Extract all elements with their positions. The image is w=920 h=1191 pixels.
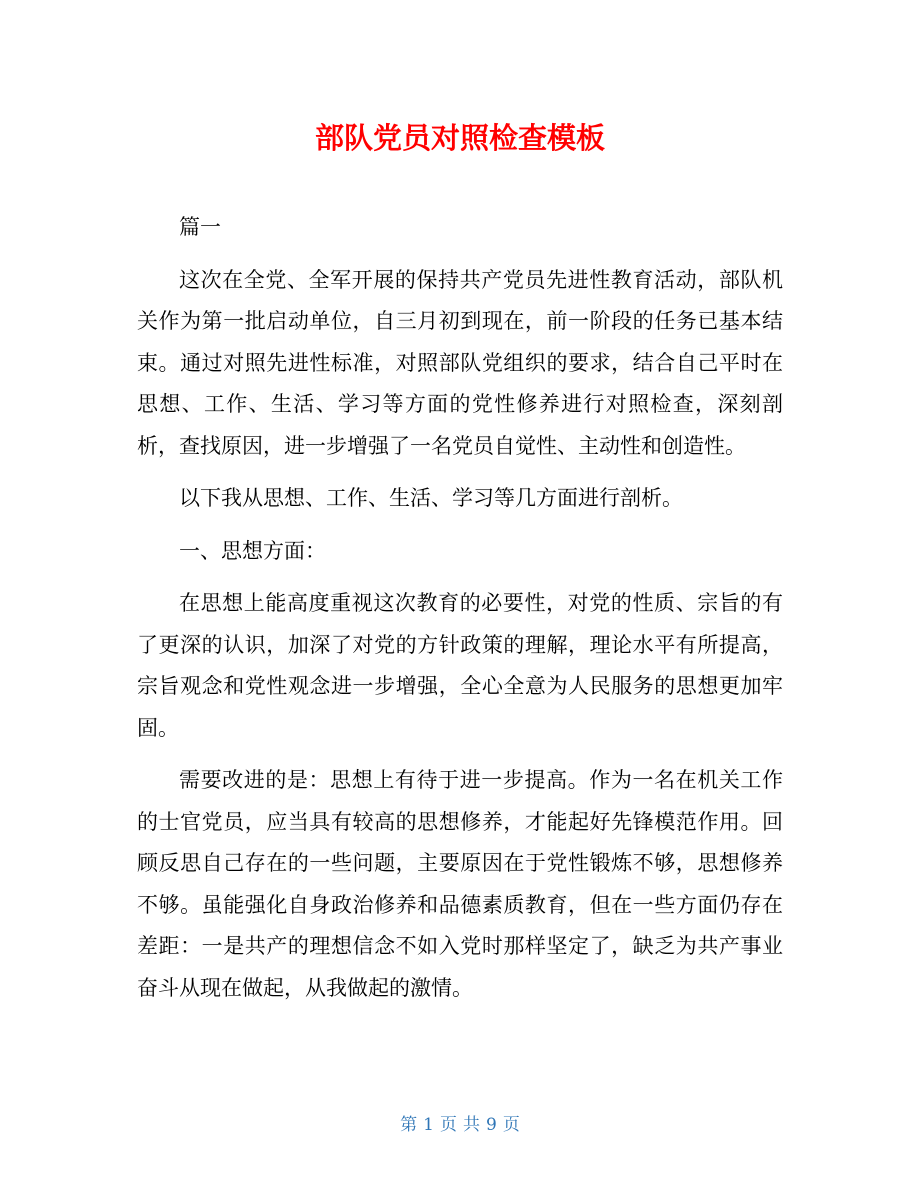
body-paragraph: 需要改进的是：思想上有待于进一步提高。作为一名在机关工作的士官党员，应当具有较高的思想修养，才能起好先锋模范作用。回顾反思自己存在的一些问题，主要原因在于党性锻炼不够，思想修养不够。虽能强化自身政治修养和品德素质教育，但在一些方面仍存在差距：一是共产的理想信念不如入党时那样坚定了，缺乏为共产事业奋斗从现在做起，从我做起的激情。	[137, 768, 783, 1000]
body-paragraph: 这次在全党、全军开展的保持共产党员先进性教育活动，部队机关作为第一批启动单位，自三月初到现在，前一阶段的任务已基本结束。通过对照先进性标准，对照部队党组织的要求，结合自己平时在思想、工作、生活、学习等方面的党性修养进行对照检查，深刻剖析，查找原因，进一步增强了一名党员自觉性、主动性和创造性。	[137, 267, 783, 458]
section-heading: 篇一	[179, 215, 221, 239]
footer-prefix: 第	[400, 1115, 418, 1135]
footer-total-pages: 9	[486, 1115, 497, 1135]
footer-suffix: 页	[502, 1115, 520, 1135]
document-title: 部队党员对照检查模板	[314, 121, 605, 155]
footer-current-page: 1	[423, 1115, 434, 1135]
body-paragraph: 在思想上能高度重视这次教育的必要性，对党的性质、宗旨的有了更深的认识，加深了对党的方针政策的理解，理论水平有所提高，宗旨观念和党性观念进一步增强，全心全意为人民服务的思想更加牢固。	[137, 591, 783, 740]
footer-total-label: 共	[463, 1115, 480, 1135]
document-body	[137, 207, 783, 1020]
section-heading: 一、思想方面：	[179, 538, 326, 563]
footer-page-label: 页	[440, 1115, 457, 1135]
page-footer	[0, 1112, 920, 1138]
body-paragraph: 以下我从思想、工作、生活、学习等几方面进行剖析。	[179, 486, 683, 510]
